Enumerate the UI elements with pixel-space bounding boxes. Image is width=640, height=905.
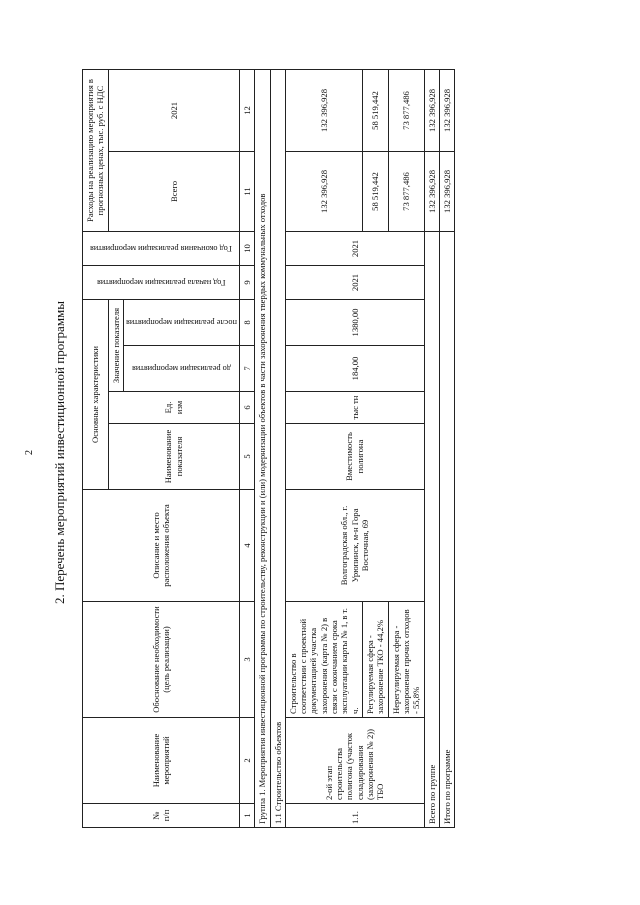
header-after-cell	[123, 299, 239, 345]
group-total-label: Всего по группе	[424, 231, 439, 827]
row-total: 132 396,928	[285, 151, 362, 231]
col-number: 8	[239, 299, 254, 345]
row-total-sub1: 58 519,442	[363, 151, 389, 231]
subgroup-title: 1.1 Строительство объектов	[270, 69, 285, 827]
row-after: 1380,00	[285, 299, 424, 345]
group-total-total: 132 396,928	[424, 151, 439, 231]
col-number: 1	[239, 804, 254, 828]
header-2021: 2021	[108, 69, 239, 151]
col-number: 12	[239, 69, 254, 151]
investment-program-table	[82, 69, 455, 828]
row-justification-sub2: Нерегулируемая сфера - захоронение прочих отходов - 55,8%	[388, 602, 424, 718]
col-number: 4	[239, 490, 254, 602]
header-total: Всего	[108, 151, 239, 231]
header-unit: Ед. изм	[108, 392, 239, 424]
row-indicator-name: Вместимость полигона	[285, 424, 424, 490]
header-justification: Обоснование необходимости (цель реализации)	[83, 602, 240, 718]
header-after: после реализации мероприятия	[125, 318, 237, 328]
row-unit: тыс тн	[285, 392, 424, 424]
page-number: 2	[24, 450, 35, 455]
col-number: 5	[239, 424, 254, 490]
header-location: Описание и место расположения объекта	[83, 490, 240, 602]
header-main-characteristics: Основные характеристики	[83, 299, 109, 489]
group-total-row	[424, 69, 439, 827]
table-row	[285, 69, 362, 827]
row-end-year: 2021	[285, 231, 424, 265]
col-number: 2	[239, 718, 254, 804]
header-start-year-cell	[83, 265, 240, 299]
group-title: Группа 1. Мероприятия инвестиционной программы по строительству, реконструкции и (или) модернизации объектов в части захоронения твердых коммунальных отходов	[255, 69, 270, 827]
header-before-cell	[123, 346, 239, 392]
row-2021-sub2: 73 877,486	[388, 69, 424, 151]
header-start-year: Год начала реализации мероприятия	[96, 278, 226, 288]
col-number: 3	[239, 602, 254, 718]
col-number: 10	[239, 231, 254, 265]
section-title: 2. Перечень мероприятий инвестиционной программы	[52, 300, 67, 605]
col-number: 6	[239, 392, 254, 424]
header-end-year-cell	[83, 231, 240, 265]
col-number: 11	[239, 151, 254, 231]
program-total-label: Итого по программе	[439, 231, 454, 827]
row-before: 184,00	[285, 346, 424, 392]
group-total-2021: 132 396,928	[424, 69, 439, 151]
header-name: Наименование мероприятий	[83, 718, 240, 804]
row-justification-sub1: Регулируемая сфера - захоронение ТКО - 44,2%	[363, 602, 389, 718]
col-number: 9	[239, 265, 254, 299]
header-end-year: Год окончания реализации мероприятия	[90, 244, 232, 254]
program-total-2021: 132 396,928	[439, 69, 454, 151]
row-2021: 132 396,928	[285, 69, 362, 151]
row-total-sub2: 73 877,486	[388, 151, 424, 231]
row-justification: Строительство в соответствии с проектной документацией участка захоронения (карта № 2) в связи с окончанием срока эксплуатации карты № 1, в т. ч.	[285, 602, 362, 718]
row-2021-sub1: 58 519,442	[363, 69, 389, 151]
program-total-row	[439, 69, 454, 827]
program-total-total: 132 396,928	[439, 151, 454, 231]
header-indicator-value: Значение показателя	[108, 299, 123, 391]
col-number: 7	[239, 346, 254, 392]
row-location: Волгоградская обл., г. Урюпинск, м-н Гора Восточная, 69	[285, 490, 424, 602]
header-costs: Расходы на реализацию мероприятия в прогнозных ценах, тыс. руб. с НДС	[83, 69, 109, 231]
subgroup-row	[270, 69, 285, 827]
row-start-year: 2021	[285, 265, 424, 299]
row-number: 1.1.	[285, 804, 424, 828]
row-name: 2-ой этап строительства полигона (участок складирования (захоронения № 2)) ТБО	[285, 718, 424, 804]
header-no: № п/п	[83, 804, 240, 828]
header-row-1	[83, 69, 109, 827]
header-before: до реализации мероприятия	[131, 364, 231, 374]
header-indicator-name: Наименование показателя	[108, 424, 239, 490]
group-row	[255, 69, 270, 827]
column-number-row	[239, 69, 254, 827]
